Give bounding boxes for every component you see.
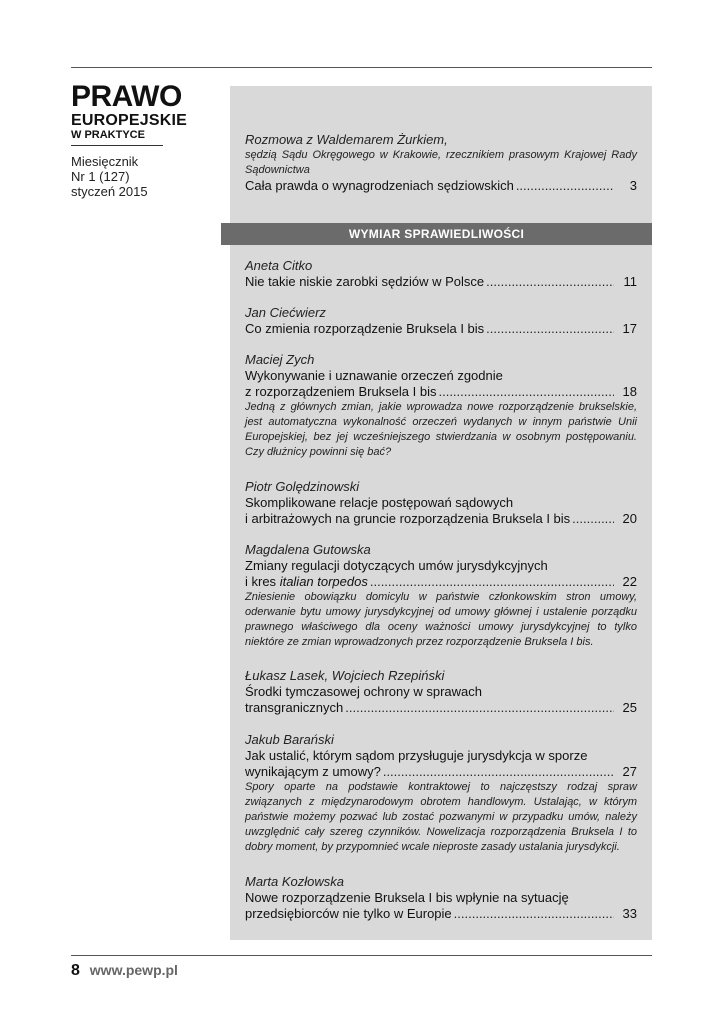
toc-title-line: [245, 906, 637, 922]
toc-title: [245, 574, 368, 590]
interview-heading: Rozmowa z Waldemarem Żurkiem,: [245, 132, 448, 147]
issue-number: Nr 1 (127): [71, 169, 130, 184]
top-rule: [71, 67, 652, 68]
magazine-title: PRAWO: [71, 80, 182, 113]
bottom-rule: [71, 955, 652, 956]
toc-entry[interactable]: [245, 732, 637, 855]
page-number: 3: [629, 178, 637, 193]
toc-title-line: [245, 384, 637, 400]
entry-abstract: Zniesienie obowiązku domicylu w państwie członkowskim stron umowy, oderwanie bytu umowy jurysdykcyjnej od umowy głównej i ustalenie porządku prawnego właściwego dla oceny ważności umowy jurysdykcyjnej to tylko niektóre ze zmian wprowadzonych przez rozporządzenie Bruksela I bis.: [245, 591, 637, 648]
dot-leader: [486, 321, 614, 337]
entry-author: Magdalena Gutowska: [245, 542, 371, 557]
magazine-subtitle: EUROPEJSKIE: [71, 112, 188, 129]
magazine-subtitle-2: W PRAKTYCE: [71, 129, 145, 141]
dot-leader: [345, 700, 614, 716]
dot-leader: [438, 384, 614, 400]
toc-title: i arbitrażowych na gruncie rozporządzenia Bruksela I bis: [245, 511, 571, 526]
dot-leader: [516, 178, 614, 194]
toc-entry[interactable]: [245, 668, 637, 716]
toc-title-line: [245, 700, 637, 716]
toc-title: z rozporządzeniem Bruksela I bis: [245, 384, 437, 399]
toc-title-line: [245, 574, 637, 590]
entry-author: Maciej Zych: [245, 352, 315, 367]
toc-title-line: [245, 274, 637, 290]
toc-entry[interactable]: [245, 352, 637, 460]
section-header: WYMIAR SPRAWIEDLIWOŚCI: [221, 223, 652, 245]
toc-entry[interactable]: [245, 542, 637, 650]
dot-leader: [486, 274, 614, 290]
page-number: 25: [622, 700, 637, 715]
page-number: 22: [622, 574, 637, 589]
page-number: 20: [622, 511, 637, 526]
interview-note: sędzią Sądu Okręgowego w Krakowie, rzecznikiem prasowym Krajowej Rady Sądownictwa: [245, 149, 637, 176]
toc-title: Co zmienia rozporządzenie Bruksela I bis: [245, 321, 485, 336]
toc-title: wynikającym z umowy?: [245, 764, 381, 779]
toc-entry[interactable]: [245, 874, 637, 922]
toc-title-line: [245, 511, 637, 527]
entry-author: Marta Kozłowska: [245, 874, 344, 889]
entry-author: Jan Ciećwierz: [245, 305, 326, 320]
footer-page-number: 8: [71, 962, 80, 979]
issue-frequency: Miesięcznik: [71, 154, 139, 169]
dot-leader: [572, 511, 614, 527]
toc-entry-interview[interactable]: [245, 132, 637, 194]
toc-title-line: Nowe rozporządzenie Bruksela I bis wpłynie na sytuację: [245, 890, 569, 905]
page-number: 11: [623, 274, 637, 289]
issue-date: styczeń 2015: [71, 184, 148, 199]
dot-leader: [454, 906, 614, 922]
toc-title: transgranicznych: [245, 700, 344, 715]
masthead: [71, 82, 221, 199]
toc-title-line: Jak ustalić, którym sądom przysługuje jurysdykcja w sporze: [245, 748, 588, 763]
toc-title-line: [245, 321, 637, 337]
entry-abstract: Jedną z głównych zmian, jakie wprowadza nowe rozporządzenie brukselskie, jest automatyczna wykonalność orzeczeń wydanych w innym państwie Unii Europejskiej, bez jej wcześniejszego stwierdzania w osobnym postępowaniu. Czy dłużnicy powinni się bać?: [245, 401, 637, 458]
entry-author: Piotr Golędzinowski: [245, 479, 360, 494]
toc-title-italic: italian torpedos: [279, 574, 368, 589]
toc-title-line: Zmiany regulacji dotyczących umów jurysdykcyjnych: [245, 558, 548, 573]
toc-entry[interactable]: [245, 258, 637, 290]
dot-leader: [383, 764, 614, 780]
toc-title-line: Wykonywanie i uznawanie orzeczeń zgodnie: [245, 368, 503, 383]
toc-title: przedsiębiorców nie tylko w Europie: [245, 906, 452, 921]
page-number: 33: [622, 906, 637, 921]
footer-website-link[interactable]: www.pewp.pl: [89, 962, 178, 978]
dot-leader: [370, 574, 614, 590]
masthead-divider: [71, 145, 163, 146]
entry-author: Łukasz Lasek, Wojciech Rzepiński: [245, 668, 445, 683]
toc-entry[interactable]: [245, 305, 637, 337]
toc-title-line: Środki tymczasowej ochrony w sprawach: [245, 684, 482, 699]
entry-author: Aneta Citko: [245, 258, 313, 273]
entry-author: Jakub Barański: [245, 732, 334, 747]
page-number: 27: [622, 764, 637, 779]
toc-title-line: [245, 764, 637, 780]
page-footer: [71, 962, 178, 980]
toc-title: Cała prawda o wynagrodzeniach sędziowskich: [245, 178, 514, 193]
toc-title-text: i kres: [245, 574, 277, 589]
page-number: 18: [622, 384, 637, 399]
toc-title-line: [245, 178, 637, 194]
toc-title-line: Skomplikowane relacje postępowań sądowych: [245, 495, 514, 510]
toc-title: Nie takie niskie zarobki sędziów w Polsce: [245, 274, 485, 289]
page-number: 17: [622, 321, 637, 336]
toc-entry[interactable]: [245, 479, 637, 527]
entry-abstract: Spory oparte na podstawie kontraktowej to najczęstszy rodzaj spraw związanych z międzynarodowym obrotem handlowym. Ustalając, w którym państwie możemy pozwać lub zostać pozwanymi w przypadku umów, należy uwzględnić cały szereg czynników. Nowelizacja rozporządzenia Bruksela I to dobry moment, by przypomnieć wcale nieproste zasady ustalania jurysdykcji.: [245, 781, 637, 853]
